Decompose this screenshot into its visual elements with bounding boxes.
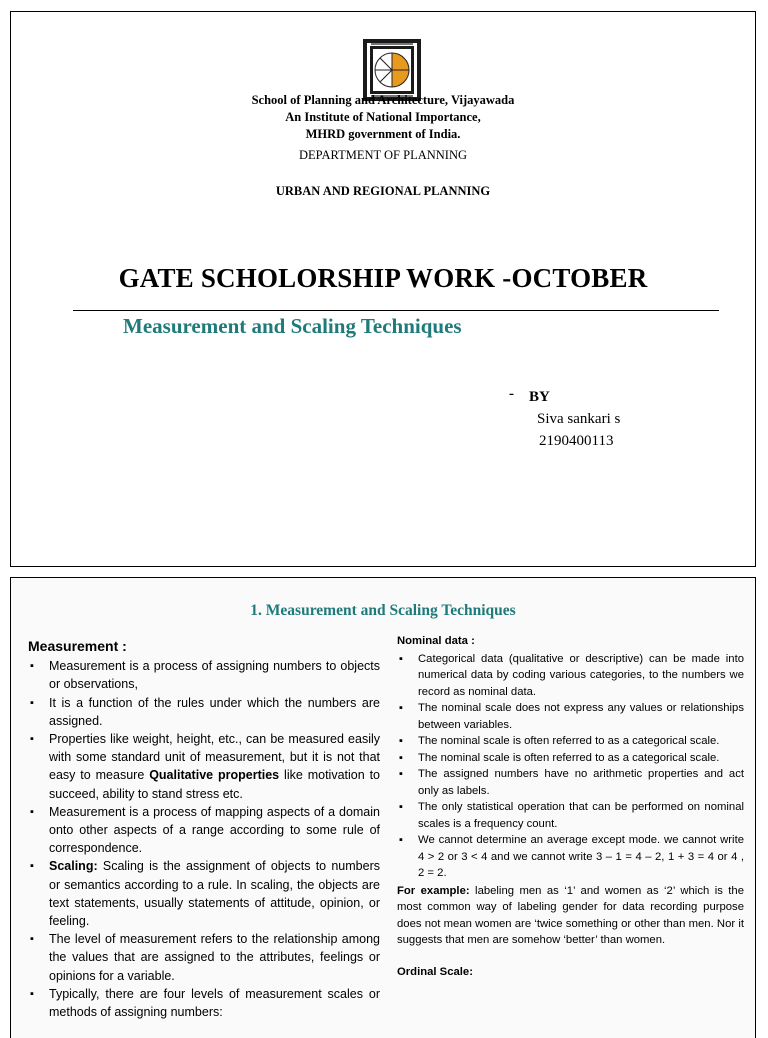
measurement-list [28, 657, 380, 1021]
list-item: ▪ The nominal scale does not express any values or relationships between variables. [397, 700, 744, 733]
title-page [10, 11, 756, 567]
institution-govt: MHRD government of India. [305, 127, 461, 141]
department-name: DEPARTMENT OF PLANNING [298, 148, 468, 162]
list-item: ▪ Typically, there are four levels of measurement scales or methods of assigning numbers: [28, 985, 380, 1021]
ordinal-heading: Ordinal Scale: [397, 965, 473, 978]
institution-tagline: An Institute of National Importance, [285, 110, 481, 124]
list-item: ▪ Categorical data (qualitative or descriptive) can be made into numerical data by coding various categories, to the numbers we record as nominal data. [397, 651, 744, 701]
section-heading: 1. Measurement and Scaling Techniques [250, 602, 516, 619]
nominal-list [397, 651, 744, 882]
measurement-heading: Measurement : [28, 638, 127, 654]
list-item: ▪ The nominal scale is often referred to as a categorical scale. [397, 733, 744, 750]
institution-name: School of Planning and Architecture, Vijayawada [251, 93, 515, 107]
list-item: ▪ The only statistical operation that can be performed on nominal scales is a frequency count. [397, 799, 744, 832]
document-title: GATE SCHOLORSHIP WORK -OCTOBER [118, 263, 648, 293]
list-item: ▪ Measurement is a process of mapping aspects of a domain onto other aspects of a range according to some rule of correspondence. [28, 803, 380, 858]
title-divider [73, 310, 719, 311]
list-item: ▪ The assigned numbers have no arithmetic properties and act only as labels. [397, 766, 744, 799]
nominal-column [397, 633, 744, 980]
document-subtitle: Measurement and Scaling Techniques [123, 314, 462, 338]
by-label: BY [529, 389, 550, 405]
list-item: ▪ We cannot determine an average except mode. we cannot write 4 > 2 or 3 < 4 and we cannot write 3 – 1 = 4 – 2, 1 + 3 = 4 or 4 , 2 = 2. [397, 832, 744, 882]
nominal-heading: Nominal data : [397, 635, 475, 647]
by-dash: - [509, 386, 514, 402]
content-page [10, 577, 756, 1038]
list-item: ▪ The level of measurement refers to the relationship among the values that are assigned to the attributes, feelings or opinions for a variable. [28, 930, 380, 985]
measurement-column [28, 637, 380, 1021]
example-paragraph: For example: labeling men as ‘1’ and women as ‘2’ which is the most common way of labeling gender for data recording purpose does not mean women are ‘twice something or other than men. Nor it suggests that men are somehow ‘better’ than women. [397, 884, 744, 946]
list-item: ▪ Measurement is a process of assigning numbers to objects or observations, [28, 657, 380, 693]
author-name: Siva sankari s [537, 411, 621, 427]
list-item: ▪ Properties like weight, height, etc., can be measured easily with some standard unit of measurement, but it is not that easy to measure Qualitative properties like motivation to succeed, ability to stand stress etc. [28, 730, 380, 803]
list-item: ▪ The nominal scale is often referred to as a categorical scale. [397, 750, 744, 767]
list-item: ▪ It is a function of the rules under which the numbers are assigned. [28, 694, 380, 730]
list-item: ▪ Scaling: Scaling is the assignment of objects to numbers or semantics according to a rule. In scaling, the objects are text statements, usually statements of attitude, opinion, or feeling. [28, 857, 380, 930]
program-name: URBAN AND REGIONAL PLANNING [275, 184, 491, 198]
author-roll-number: 2190400113 [539, 433, 614, 449]
